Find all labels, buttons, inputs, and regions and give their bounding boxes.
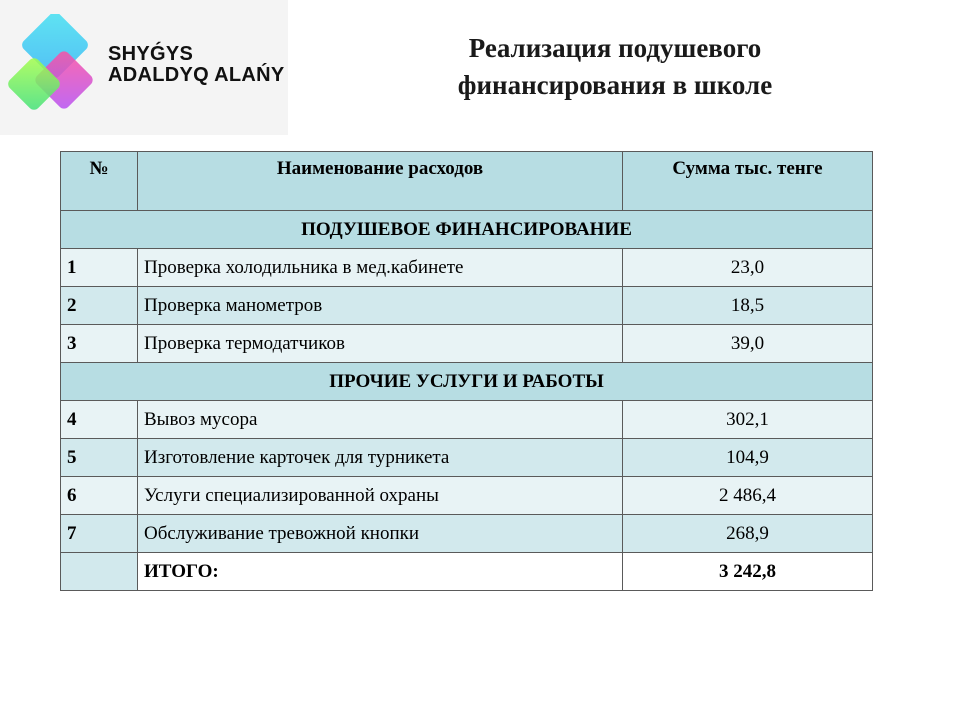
row-sum: 302,1 — [623, 401, 873, 439]
logo-line-1: SHYǴYS — [108, 43, 194, 65]
row-num: 1 — [61, 249, 138, 287]
table-row — [61, 249, 873, 287]
section-title: ПОДУШЕВОЕ ФИНАНСИРОВАНИЕ — [61, 211, 873, 249]
table-row — [61, 325, 873, 363]
row-num: 3 — [61, 325, 138, 363]
total-label: ИТОГО: — [138, 553, 623, 591]
table-row — [61, 401, 873, 439]
table-header-row — [61, 152, 873, 211]
row-num: 6 — [61, 477, 138, 515]
logo-mark-icon — [8, 14, 100, 120]
table-row — [61, 287, 873, 325]
row-num: 5 — [61, 439, 138, 477]
section-title: ПРОЧИЕ УСЛУГИ И РАБОТЫ — [61, 363, 873, 401]
total-num — [61, 553, 138, 591]
row-sum: 2 486,4 — [623, 477, 873, 515]
logo — [0, 0, 288, 135]
row-num: 2 — [61, 287, 138, 325]
header-num: № — [61, 152, 138, 211]
row-name: Проверка манометров — [138, 287, 623, 325]
row-name: Вывоз мусора — [138, 401, 623, 439]
row-sum: 268,9 — [623, 515, 873, 553]
header-name: Наименование расходов — [138, 152, 623, 211]
row-name: Изготовление карточек для турникета — [138, 439, 623, 477]
expense-table — [60, 151, 873, 591]
logo-line-2: ADALDYQ ALAŃY — [108, 64, 285, 86]
row-name: Проверка термодатчиков — [138, 325, 623, 363]
row-name: Услуги специализированной охраны — [138, 477, 623, 515]
section-row — [61, 363, 873, 401]
section-row — [61, 211, 873, 249]
row-name: Обслуживание тревожной кнопки — [138, 515, 623, 553]
total-sum: 3 242,8 — [623, 553, 873, 591]
row-num: 4 — [61, 401, 138, 439]
table-row — [61, 515, 873, 553]
row-name: Проверка холодильника в мед.кабинете — [138, 249, 623, 287]
row-sum: 104,9 — [623, 439, 873, 477]
row-num: 7 — [61, 515, 138, 553]
row-sum: 39,0 — [623, 325, 873, 363]
logo-text — [108, 44, 285, 86]
table-row — [61, 477, 873, 515]
table-row — [61, 439, 873, 477]
row-sum: 23,0 — [623, 249, 873, 287]
title-line-2: финансирования в школе — [457, 70, 773, 100]
total-row — [61, 553, 873, 591]
row-sum: 18,5 — [623, 287, 873, 325]
title-line-1: Реализация подушевого — [468, 33, 762, 63]
page-title — [400, 30, 830, 104]
header-sum: Сумма тыс. тенге — [623, 152, 873, 211]
